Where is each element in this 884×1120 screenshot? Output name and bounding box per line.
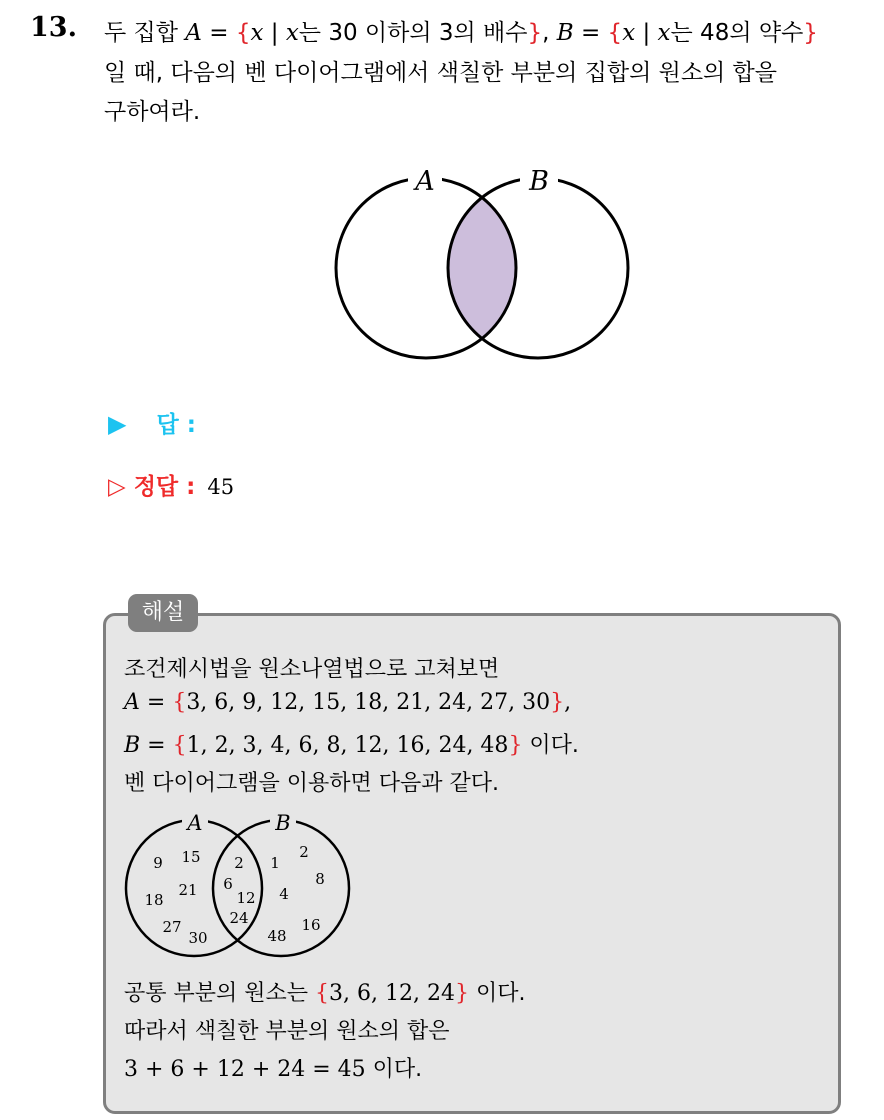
correct-answer-label: 정답 : xyxy=(133,474,196,500)
set-a-label: A xyxy=(187,811,203,835)
answer-row xyxy=(108,406,196,439)
correct-answer-value: 45 xyxy=(207,475,235,499)
open-brace: { xyxy=(315,981,329,1006)
variable-x: x xyxy=(657,20,671,46)
set-b-name: B xyxy=(124,733,141,758)
element-intersection: 12 xyxy=(236,889,256,907)
element-a-only: 21 xyxy=(178,881,198,899)
question-line-1 xyxy=(104,14,818,47)
solution-venn-diagram xyxy=(118,806,358,958)
common-elements: 3, 6, 12, 24 xyxy=(329,981,455,1006)
close-brace: } xyxy=(527,20,543,46)
sentence-end: 이다. xyxy=(468,981,526,1006)
answer-label: 답 : xyxy=(156,412,196,438)
sentence-end: 이다. xyxy=(365,1057,423,1082)
solution-line-5 xyxy=(124,976,525,1007)
element-a-only: 30 xyxy=(188,929,208,947)
solution-tag: 해설 xyxy=(128,594,198,632)
bar-symbol: | xyxy=(263,20,286,46)
solution-line-set-b xyxy=(124,728,579,759)
set-b-elements: 1, 2, 3, 4, 6, 8, 12, 16, 24, 48 xyxy=(186,733,509,758)
set-a-elements: 3, 6, 9, 12, 15, 18, 21, 24, 27, 30 xyxy=(186,690,551,715)
element-a-only: 18 xyxy=(144,891,164,909)
element-intersection: 6 xyxy=(223,875,233,893)
variable-x: x xyxy=(250,20,264,46)
element-b-only: 1 xyxy=(270,854,280,872)
set-b-condition: 는 48의 약수 xyxy=(670,20,804,46)
venn-diagram xyxy=(322,160,642,370)
close-brace: } xyxy=(803,20,818,46)
open-brace: { xyxy=(607,20,623,46)
solution-line-4: 벤 다이어그램을 이용하면 다음과 같다. xyxy=(124,771,499,796)
set-b-label: B xyxy=(275,811,291,835)
set-b-name: B xyxy=(556,20,574,46)
set-a-name: A xyxy=(185,20,202,46)
equals-sign: = xyxy=(140,733,173,758)
open-brace: { xyxy=(172,690,187,715)
element-b-only: 48 xyxy=(267,927,287,945)
solution-line-set-a xyxy=(124,690,571,715)
element-a-only: 27 xyxy=(162,918,182,936)
element-intersection: 24 xyxy=(229,909,249,927)
play-arrow-icon: ▶ xyxy=(108,410,127,438)
outline-arrow-icon: ▷ xyxy=(108,474,126,500)
open-brace: { xyxy=(172,733,187,758)
element-b-only: 16 xyxy=(301,916,321,934)
element-a-only: 9 xyxy=(153,854,163,872)
comma: , xyxy=(564,690,572,715)
element-b-only: 2 xyxy=(299,843,309,861)
variable-x: x xyxy=(622,20,636,46)
set-b-label: B xyxy=(529,166,549,197)
set-a-condition: 는 30 이하의 3의 배수 xyxy=(298,20,528,46)
correct-answer-row xyxy=(108,468,234,501)
solution-line-1: 조건제시법을 원소나열법으로 고쳐보면 xyxy=(124,657,500,682)
sum-expression: 3 + 6 + 12 + 24 = 45 xyxy=(124,1057,366,1082)
set-a-name: A xyxy=(124,690,140,715)
question-line-3: 구하여라. xyxy=(104,99,201,125)
solution-line-6: 따라서 색칠한 부분의 원소의 합은 xyxy=(124,1019,450,1044)
close-brace: } xyxy=(550,690,565,715)
sentence-end: 이다. xyxy=(522,733,579,758)
element-intersection: 2 xyxy=(234,854,244,872)
variable-x: x xyxy=(285,20,299,46)
bar-symbol: | xyxy=(635,20,658,46)
question-text: 두 집합 xyxy=(104,20,186,46)
common-elements-text: 공통 부분의 원소는 xyxy=(124,981,315,1006)
separator: , xyxy=(542,20,557,46)
element-a-only: 15 xyxy=(181,848,201,866)
equals-sign: = xyxy=(573,20,608,46)
solution-line-7 xyxy=(124,1052,422,1083)
set-a-label: A xyxy=(415,166,435,197)
element-b-only: 4 xyxy=(279,885,289,903)
open-brace: { xyxy=(235,20,251,46)
close-brace: } xyxy=(508,733,523,758)
equals-sign: = xyxy=(139,690,173,715)
question-number: 13. xyxy=(30,12,77,43)
equals-sign: = xyxy=(201,20,236,46)
close-brace: } xyxy=(454,981,469,1006)
question-line-2: 일 때, 다음의 벤 다이어그램에서 색칠한 부분의 집합의 원소의 합을 xyxy=(104,60,777,86)
element-b-only: 8 xyxy=(315,870,325,888)
